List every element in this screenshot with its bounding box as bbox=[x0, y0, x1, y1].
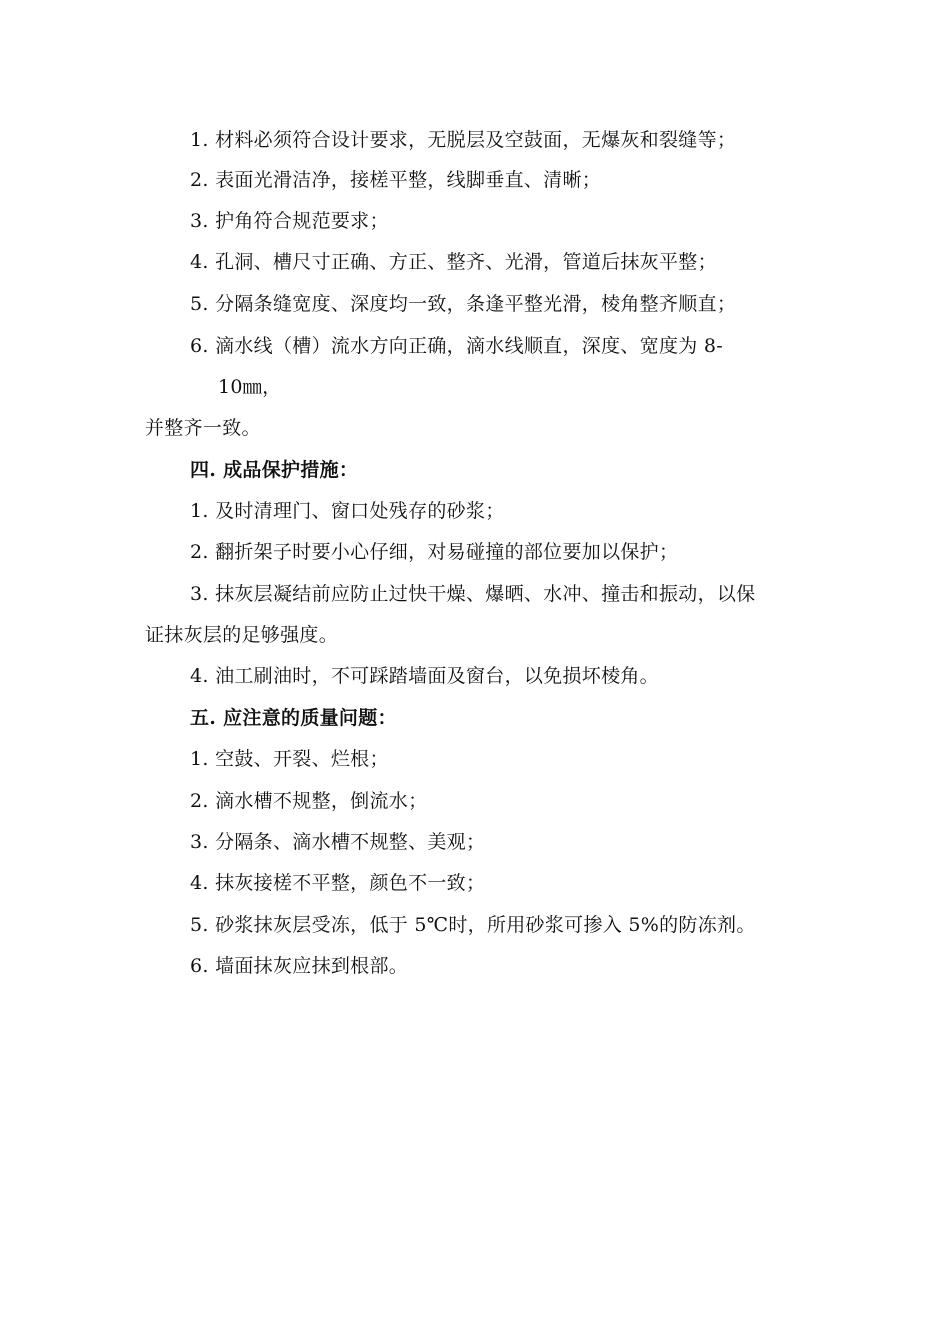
protection-item-2: 2. 翻折架子时要小心仔细，对易碰撞的部位要加以保护； bbox=[190, 541, 679, 563]
protection-item-3-continued: 证抹灰层的足够强度。 bbox=[145, 624, 339, 646]
section-5-heading: 五. 应注意的质量问题： bbox=[190, 707, 397, 729]
protection-item-1: 1. 及时清理门、窗口处残存的砂浆； bbox=[190, 500, 505, 522]
issue-item-1: 1. 空鼓、开裂、烂根； bbox=[190, 748, 389, 770]
quality-item-6: 6. 滴水线（槽）流水方向正确，滴水线顺直，深度、宽度为 8- bbox=[190, 335, 724, 357]
issue-item-5: 5. 砂浆抹灰层受冻，低于 5℃时，所用砂浆可掺入 5%的防冻剂。 bbox=[190, 914, 756, 936]
issue-item-3: 3. 分隔条、滴水槽不规整、美观； bbox=[190, 831, 486, 853]
protection-item-4: 4. 油工刷油时，不可踩踏墙面及窗台，以免损坏棱角。 bbox=[190, 665, 659, 687]
section-4-heading: 四. 成品保护措施： bbox=[190, 459, 359, 481]
quality-item-3: 3. 护角符合规范要求； bbox=[190, 210, 389, 232]
issue-item-2: 2. 滴水槽不规整，倒流水； bbox=[190, 790, 428, 812]
quality-item-1: 1. 材料必须符合设计要求，无脱层及空鼓面，无爆灰和裂缝等； bbox=[190, 129, 737, 151]
issue-item-4: 4. 抹灰接槎不平整，颜色不一致； bbox=[190, 872, 486, 894]
quality-item-2: 2. 表面光滑洁净，接槎平整，线脚垂直、清晰； bbox=[190, 169, 602, 191]
quality-item-6-continued: 10㎜， bbox=[218, 376, 282, 398]
quality-item-6-tail: 并整齐一致。 bbox=[145, 417, 261, 439]
quality-item-4: 4. 孔洞、槽尺寸正确、方正、整齐、光滑，管道后抹灰平整； bbox=[190, 251, 717, 273]
issue-item-6: 6. 墙面抹灰应抹到根部。 bbox=[190, 955, 409, 977]
quality-item-5: 5. 分隔条缝宽度、深度均一致，条逢平整光滑，棱角整齐顺直； bbox=[190, 293, 737, 315]
protection-item-3: 3. 抹灰层凝结前应防止过快干燥、爆晒、水冲、撞击和振动，以保 bbox=[190, 583, 756, 605]
